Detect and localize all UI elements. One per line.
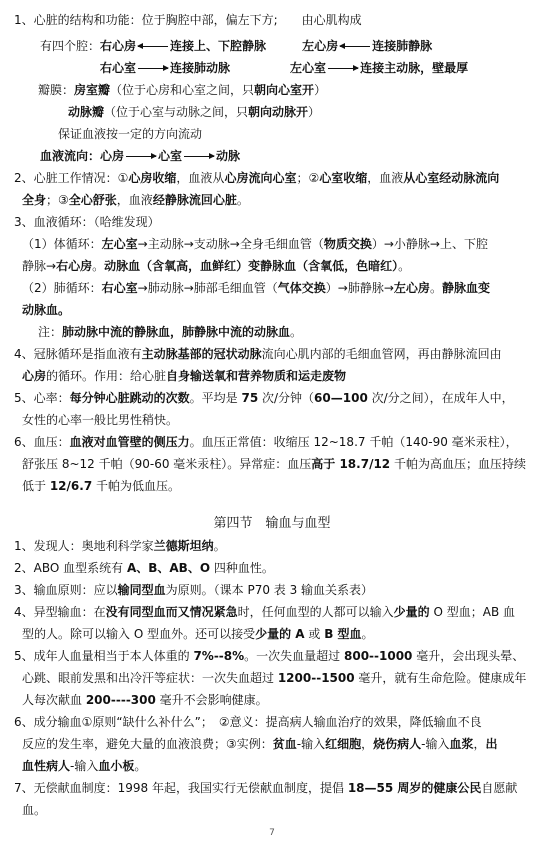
- text-line: [22, 670, 526, 686]
- text: 反应的发生率，避免大量的血液浪费；③实例：: [22, 737, 273, 751]
- text: 。平均是: [189, 391, 242, 405]
- text: （2）肺循环：: [22, 281, 102, 295]
- bold-text: 12/6.7: [49, 479, 93, 493]
- bold-text: 输同型血: [117, 583, 166, 597]
- text: 6、成分输血①原则“缺什么补什么”； ②意义：提高病人输血治疗的效果，降低输血不良: [14, 715, 482, 729]
- text-line: [14, 390, 514, 406]
- bold-text: B 型血: [324, 627, 362, 641]
- bold-text: 烧伤病人: [373, 737, 422, 751]
- text: 自愿献: [481, 781, 518, 795]
- text: 3、输血原则：应以: [14, 583, 118, 597]
- text: 1、心脏的结构和功能：位于胸腔中部，偏左下方; 由心肌构成: [14, 13, 362, 27]
- text-line: [14, 214, 160, 230]
- bold-text: 连接肺静脉: [372, 39, 433, 53]
- arrow-right-icon: [126, 156, 156, 157]
- text: 低于: [22, 479, 50, 493]
- text-line: [22, 478, 180, 494]
- text-line: [22, 456, 526, 472]
- bold-text: 1200--1500: [277, 671, 355, 685]
- page-number: 7: [269, 828, 275, 838]
- text: （位于心房和心室之间，只: [110, 83, 255, 97]
- bold-text: 经静脉流回心脏: [152, 193, 237, 207]
- text: 人每次献血: [22, 693, 86, 707]
- bold-text: 800--1000: [344, 649, 413, 663]
- text-line: [14, 434, 518, 450]
- bold-text: 右心房: [56, 259, 93, 273]
- text: 6、血压：: [14, 435, 70, 449]
- text: 四种血性。: [210, 561, 274, 575]
- bold-text: 动脉瓣: [68, 105, 105, 119]
- bold-text: 静脉血变: [441, 281, 490, 295]
- bold-text: 心房收缩: [128, 171, 177, 185]
- bold-text: 血液流向：心房: [40, 149, 125, 163]
- text-line: [22, 258, 410, 274]
- bold-text: 每分钟心脏跳动的次数: [69, 391, 190, 405]
- arrow-right-icon: [138, 68, 168, 69]
- text: ，: [361, 737, 374, 751]
- bold-text: 左心房: [302, 39, 339, 53]
- bold-text: 右心室: [100, 61, 137, 75]
- arrow-left-icon: [138, 46, 168, 47]
- bold-text: 肺动脉中流的静脉血，肺静脉中流的动脉血: [62, 325, 291, 339]
- text-line: [22, 736, 498, 752]
- bold-text: 没有同型血而又情况紧急: [105, 605, 238, 619]
- text: 的循环。作用：给心脏: [46, 369, 167, 383]
- text: 千帕为高血压；血压持续: [390, 457, 526, 471]
- text-line: [22, 758, 146, 774]
- text: 时，任何血型的人都可以输入: [237, 605, 394, 619]
- text: （1）体循环：: [22, 237, 102, 251]
- text-line: [22, 236, 488, 252]
- text-line: [22, 626, 374, 642]
- bold-text: 动脉血。: [22, 303, 71, 317]
- text: 静脉→: [22, 259, 57, 273]
- text-line: [14, 648, 524, 664]
- bold-text: 动脉: [216, 149, 241, 163]
- text: 注：: [38, 325, 63, 339]
- bold-text: 出: [485, 737, 498, 751]
- text: 毫升，会出现头晕、: [412, 649, 525, 663]
- text-line: [40, 38, 432, 54]
- bold-text: 右心室: [101, 281, 138, 295]
- text: 或: [304, 627, 325, 641]
- text: 7、无偿献血制度：1998 年起，我国实行无偿献血制度，提倡: [14, 781, 348, 795]
- text-line: [14, 560, 274, 576]
- bold-text: 房室瓣: [74, 83, 111, 97]
- bold-text: 红细胞: [325, 737, 362, 751]
- text: 血。: [22, 803, 47, 817]
- text: ）: [308, 105, 321, 119]
- text: 2、ABO 血型系统有: [14, 561, 127, 575]
- bold-text: 少量的: [393, 605, 430, 619]
- text: 。血压正常值：收缩压 12~18.7 千帕（140-90 毫米汞柱），: [189, 435, 518, 449]
- bold-text: 连接上、下腔静脉: [170, 39, 267, 53]
- bold-text: 18—55 周岁的健康公民: [347, 781, 482, 795]
- bold-text: 75: [241, 391, 259, 405]
- text-line: [22, 368, 346, 384]
- bold-text: 60—100: [314, 391, 368, 405]
- bold-text: 心室收缩: [319, 171, 368, 185]
- text: ，: [473, 737, 486, 751]
- text: 毫升，就有生命危险。健康成年: [354, 671, 527, 685]
- text: 。: [213, 539, 226, 553]
- text-line: [14, 714, 482, 730]
- text: （位于心室与动脉之间，只: [104, 105, 249, 119]
- bold-text: 朝向动脉开: [248, 105, 309, 119]
- arrow-left-icon: [340, 46, 370, 47]
- text: [230, 61, 290, 75]
- bold-text: 贫血: [272, 737, 297, 751]
- bold-text: 血液对血管壁的侧压力: [69, 435, 190, 449]
- bold-text: 连接主动脉，壁最厚: [360, 61, 469, 75]
- text: 舒张压 8~12 千帕（90-60 毫米汞柱）。异常症：血压: [22, 457, 312, 471]
- text: 保证血液按一定的方向流动: [58, 127, 203, 141]
- bold-text: 心房流向心室: [224, 171, 297, 185]
- bold-text: 动脉血（含氧高，血鲜红）变静脉血（含氧低，色暗红）: [104, 259, 399, 273]
- bold-text: A、B、AB、O: [126, 561, 211, 575]
- bold-text: 全身: [22, 193, 47, 207]
- bold-text: 200----300: [85, 693, 156, 707]
- text: →肺动脉→肺部毛细血管（: [137, 281, 278, 295]
- bold-text: 朝向心室开: [254, 83, 315, 97]
- text: 。: [134, 759, 147, 773]
- bold-text: 连接肺动脉: [170, 61, 231, 75]
- bold-text: 气体交换: [277, 281, 326, 295]
- text: 。: [236, 193, 249, 207]
- text: 4、异型输血：在: [14, 605, 106, 619]
- text: ，血液: [367, 171, 404, 185]
- text: 流向心肌内部的毛细血管网，再由静脉流回由: [261, 347, 502, 361]
- text: 女性的心率一般比男性稍快。: [22, 413, 179, 427]
- text: 。: [290, 325, 303, 339]
- text: ）→肺静脉→: [325, 281, 394, 295]
- bold-text: 全心舒张: [68, 193, 117, 207]
- text-line: [14, 604, 515, 620]
- text: [266, 39, 302, 53]
- text: ，血液从: [176, 171, 225, 185]
- text-line: [14, 346, 502, 362]
- text: 。: [398, 259, 411, 273]
- text-line: [40, 148, 240, 164]
- bold-text: 右心房: [100, 39, 137, 53]
- text: 。: [92, 259, 105, 273]
- text: 为原则。（课本 P70 表 3 输血关系表）: [165, 583, 374, 597]
- text-line: [14, 582, 373, 598]
- text-line: [22, 302, 70, 318]
- text-line: [22, 692, 268, 708]
- text-line: [14, 170, 499, 186]
- bold-text: 主动脉基部的冠状动脉: [141, 347, 262, 361]
- text-line: [38, 82, 326, 98]
- text: →主动脉→支动脉→全身毛细血管（: [137, 237, 324, 251]
- text: ，血液: [116, 193, 153, 207]
- bold-text: 血性病人: [22, 759, 71, 773]
- text: 次/分之间），在成年人中，: [367, 391, 514, 405]
- bold-text: 兰德斯坦纳: [153, 539, 214, 553]
- bold-text: 左心室: [101, 237, 138, 251]
- text-line: [68, 104, 320, 120]
- section-title: 第四节 输血与血型: [213, 516, 331, 531]
- text: -输入: [70, 759, 99, 773]
- bold-text: 心室: [158, 149, 183, 163]
- text: 5、成年人血量相当于本人体重的: [14, 649, 194, 663]
- text: 2、心脏工作情况：①: [14, 171, 129, 185]
- text: ；②: [296, 171, 320, 185]
- text-line: [22, 192, 249, 208]
- text: 心跳、眼前发黑和出冷汗等症状：一次失血超过: [22, 671, 278, 685]
- bold-text: 高于 18.7/12: [311, 457, 391, 471]
- text: 。: [361, 627, 374, 641]
- bold-text: 左心室: [290, 61, 327, 75]
- text-line: [14, 12, 362, 28]
- bold-text: 物质交换: [323, 237, 372, 251]
- text: 型的人。除可以输入 O 型血外。还可以接受: [22, 627, 256, 641]
- text-line: [22, 280, 490, 296]
- text-line: [58, 126, 202, 142]
- text-line: [22, 802, 46, 818]
- arrow-right-icon: [328, 68, 358, 69]
- bold-text: 左心房: [393, 281, 430, 295]
- text: 瓣膜：: [38, 83, 75, 97]
- bold-text: 7%--8%: [193, 649, 245, 663]
- bold-text: 心房: [22, 369, 47, 383]
- bold-text: 自身输送氧和营养物质和运走废物: [166, 369, 347, 383]
- text: 1、发现人：奥地利科学家: [14, 539, 154, 553]
- text: 。一次失血量超过: [244, 649, 344, 663]
- text: 5、心率：: [14, 391, 70, 405]
- bold-text: 从心室经动脉流向: [403, 171, 500, 185]
- text: ）: [314, 83, 327, 97]
- text-line: [38, 324, 302, 340]
- bold-text: 血小板: [98, 759, 135, 773]
- text-line: [14, 780, 517, 796]
- text: O 型血；AB 血: [429, 605, 516, 619]
- text: ）→小静脉→上、下腔: [371, 237, 488, 251]
- arrow-right-icon: [184, 156, 214, 157]
- bold-text: 血浆: [449, 737, 474, 751]
- text: 千帕为低血压。: [92, 479, 180, 493]
- text-line: [14, 538, 226, 554]
- text: 。: [429, 281, 442, 295]
- text-line: [100, 60, 468, 76]
- text: -输入: [296, 737, 326, 751]
- text: -输入: [421, 737, 450, 751]
- text: 4、冠脉循环是指血液有: [14, 347, 142, 361]
- text: 次/分钟（: [258, 391, 315, 405]
- text: 有四个腔：: [40, 39, 101, 53]
- text: ；③: [46, 193, 69, 207]
- text: 毫升不会影响健康。: [155, 693, 268, 707]
- text-line: [22, 412, 178, 428]
- bold-text: 少量的 A: [255, 627, 305, 641]
- text: 3、血液循环：（哈维发现）: [14, 215, 160, 229]
